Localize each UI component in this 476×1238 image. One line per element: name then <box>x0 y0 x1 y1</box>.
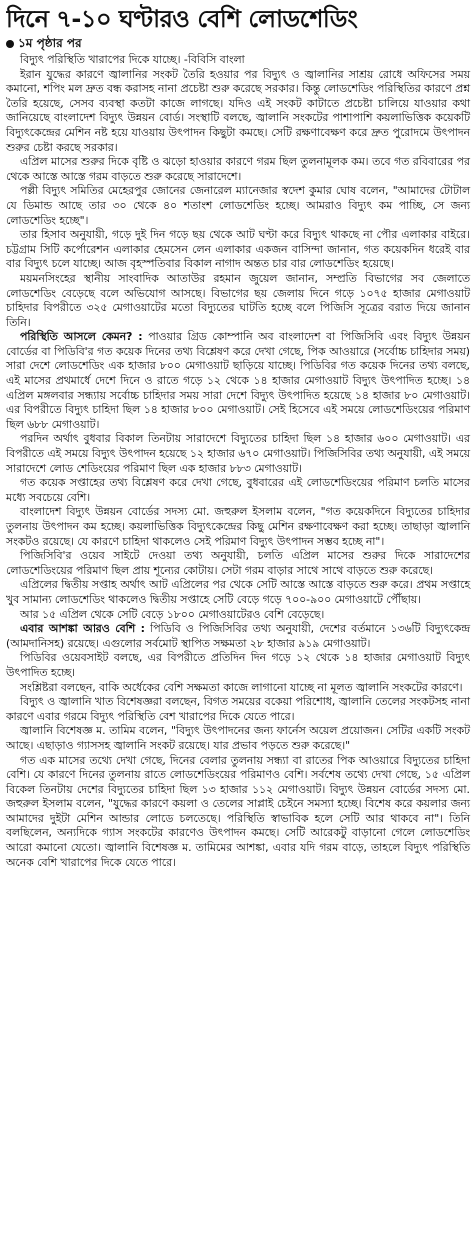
paragraph <box>6 651 470 680</box>
paragraph <box>6 754 470 871</box>
article-body <box>6 53 470 870</box>
continuation-marker <box>6 36 470 51</box>
paragraph <box>6 724 470 753</box>
paragraph-text: ময়মনসিংহের স্থানীয় সাংবাদিক আতাউর রহমান জুয়েল জানান, সম্প্রতি বিভাগের সব জেলাতে লোডশেডিং বেড়েছে বলে অভিযোগ আসছে। বিভাগের ছয় জেলায় দিনে গড়ে ১০৭৫ হাজার মেগাওয়াট চাহিদার বিপরীতে ৩২৫ মেগাওয়াটের মতো বিদ্যুতের ঘাটতি হচ্ছে বলে পিজিসি সূত্রের বরাত দিয়ে জানান তিনি। <box>6 271 470 329</box>
paragraph <box>6 505 470 549</box>
headline: দিনে ৭-১০ ঘণ্টারও বেশি লোডশেডিং <box>6 5 358 33</box>
paragraph-text: গত কয়েক সপ্তাহের তথ্য বিশ্লেষণ করে দেখা গেছে, বুধবারের এই লোডশেডিংয়ের পরিমাণ চলতি মাসের মধ্যে সবচেয়ে বেশি। <box>6 476 470 504</box>
bullet-icon <box>6 40 14 48</box>
paragraph-text: গত এক মাসের তথ্যে দেখা গেছে, দিনের বেলার তুলনায় সন্ধ্যা বা রাতের পিক আওয়ারে বিদ্যুতের চাহিদা বেশি। যে কারণে দিনের তুলনায় রাতে লোডশেডিংয়ের পরিমাণও বেশি। সর্বশেষ তথ্যে দেখা গেছে, ১৫ এপ্রিল বিকেল তিনটায় দেশের বিদ্যুতের চাহিদা ছিল ১৩ হাজার ১১২ মেগাওয়াট। বিদ্যুৎ উন্নয়ন বোর্ডের সদস্য মো. জহুরুল ইসলাম বলেন, "যুদ্ধের কারণে কয়লা ও তেলের সাপ্লাই চেইনে সমস্যা হচ্ছে। বিশেষ করে কয়লার জন্য আমাদের দুইটা মেশিন আন্ডার লোডে চলতেছে। পরিস্থিতি স্বাভাবিক হলে সেটি আর থাকবে না"। তিনি বলছিলেন, অন্যদিকে গ্যাস সংকটের কারণেও উৎপাদন কমছে। সেটি আরেকটু বাড়ানো গেলে লোডশেডিং আরো কমানো যেতো। জ্বালানি বিশেষজ্ঞ ম. তামিমের আশঙ্কা, এবার যদি গরম বাড়ে, তাহলে বিদ্যুৎ পরিস্থিতি অনেক বেশি খারাপের দিকে যেতে পারে। <box>6 753 470 869</box>
paragraph <box>6 608 470 623</box>
paragraph-lead: পরিস্থিতি আসলে কেমন? : <box>20 330 143 344</box>
paragraph <box>6 272 470 330</box>
paragraph <box>6 549 470 578</box>
paragraph-text: এপ্রিলের দ্বিতীয় সপ্তাহ অর্থাৎ আট এপ্রিলের পর থেকে সেটি আস্তে আস্তে বাড়তে শুরু করে। প্রথম সপ্তাহে খুব সামান্য লোডশেডিং থাকলেও দ্বিতীয় সপ্তাহে সেটি বেড়ে গড়ে ৭০০-৯০০ মেগাওয়াটে পৌঁছায়। <box>6 578 470 606</box>
paragraph-text: ইরান যুদ্ধের কারণে জ্বালানির সংকট তৈরি হওয়ার পর বিদ্যুৎ ও জ্বালানির সাশ্রয় রোধে অফিসের সময় কমানো, শপিং মল দ্রুত বন্ধ করাসহ নানা প্রচেষ্টা শুরু করেছে সরকার। কিন্তু লোডশেডিং পরিস্থিতির কারণে প্রশ্ন তৈরি হয়েছে, সেসব ব্যবস্থা কতটা কাজে লাগছে। যদিও এই সংকট কাটাতে প্রচেষ্টা চালিয়ে যাওয়ার কথা জানিয়েছে বাংলাদেশ বিদ্যুৎ উন্নয়ন বোর্ড। সংস্থাটি বলছে, জ্বালানি সংকটের পাশাপাশি কয়লাভিত্তিক কয়েকটি বিদ্যুৎকেন্দ্রের মেশিন নষ্ট হয়ে যাওয়ায় উৎপাদন কিছুটা কমছে। সেটি রক্ষণাবেক্ষণ করে দ্রুত পুরোদমে উৎপাদন শুরুর চেষ্টা করছে সরকার। <box>6 67 470 154</box>
paragraph-text: পিডিবি ও পিজিসিবির তথ্য অনুযায়ী, দেশের বর্তমানে ১৩৬টি বিদ্যুৎকেন্দ্র (আমদানিসহ) রয়েছে। এগুলোর সর্বমোট স্থাপিত সক্ষমতা ২৮ হাজার ৯১৯ মেগাওয়াট। <box>6 622 470 650</box>
paragraph-text: বাংলাদেশ বিদ্যুৎ উন্নয়ন বোর্ডের সদস্য মো. জহুরুল ইসলাম বলেন, "গত কয়েকদিনে বিদ্যুতের চাহিদার তুলনায় উৎপাদন কম হচ্ছে। কয়লাভিত্তিক বিদ্যুৎকেন্দ্রের কিছু মেশিন রক্ষণাবেক্ষণ করা হচ্ছে। তাছাড়া জ্বালানি সংকটও রয়েছে। যে কারণে চাহিদা থাকলেও সেই পরিমাণ বিদ্যুৎ উৎপাদন সম্ভব হচ্ছে না"। <box>6 505 470 548</box>
paragraph-text: তার হিসাব অনুযায়ী, গড়ে দুই দিন গড়ে ছয় থেকে আট ঘণ্টা করে বিদ্যুৎ থাকছে না পৌর এলাকার বাইরে। চট্টগ্রাম সিটি কর্পোরেশন এলাকার হেমসেন লেন এলাকার একজন বাসিন্দা জানান, গত কয়েকদিন ধরেই বার বার বিদ্যুৎ চলে যাচ্ছে। আজ বৃহস্পতিবার বিকাল নাগাদ অন্তত চার বার লোডশেডিং হয়েছে। <box>6 228 470 271</box>
paragraph-text: বিদ্যুৎ পরিস্থিতি খারাপের দিকে যাচ্ছে। -বিবিসি বাংলা <box>20 53 245 66</box>
paragraph <box>6 578 470 607</box>
paragraph <box>6 228 470 272</box>
paragraph-lead: এবার আশঙ্কা আরও বেশি : <box>20 622 145 636</box>
paragraph-text: জ্বালানি বিশেষজ্ঞ ম. তামিম বলেন, "বিদ্যুৎ উৎপাদনের জন্য ফার্নেস অয়েল প্রয়োজন। সেটির একটি সংকট আছে। এছাড়াও গ্যাসসহ জ্বালানি সংকট রয়েছে। যার প্রভাব পড়তে শুরু করেছে।" <box>6 724 470 752</box>
paragraph-text: পল্লী বিদ্যুৎ সমিতির মেহেরপুর জোনের জেনারেল ম্যানেজার স্বদেশ কুমার ঘোষ বলেন, "আমাদের টোটাল যে ডিমান্ড আছে তার ৩০ থেকে ৪০ শতাংশ লোডশেডিং হচ্ছে। আমরাও বিদ্যুৎ কম পাচ্ছি, সে জন্য লোডশেডিং হচ্ছে"। <box>6 184 470 227</box>
paragraph <box>6 681 470 696</box>
paragraph <box>6 476 470 505</box>
paragraph <box>6 155 470 184</box>
paragraph <box>6 330 470 432</box>
paragraph-text: পিজিসিবি'র ওয়েব সাইটে দেওয়া তথ্য অনুযায়ী, চলতি এপ্রিল মাসের শুরুর দিকে সারাদেশের লোডশেডিংয়ের পরিমাণ ছিল প্রায় শূন্যের কোটায়। সেটা গরম বাড়ার সাথে সাথে বাড়তে শুরু করেছে। <box>6 549 470 577</box>
paragraph-text: আর ১৫ এপ্রিল থেকে সেটি বেড়ে ১৮০০ মেগাওয়াটেরও বেশি বেড়েছে। <box>20 607 325 621</box>
paragraph-text: এপ্রিল মাসের শুরুর দিকে বৃষ্টি ও ঝড়ো হাওয়ার কারণে গরম ছিল তুলনামূলক কম। তবে গত রবিবারের পর থেকে আস্তে আস্তে গরম বাড়তে শুরু করেছে সারাদেশে। <box>6 155 470 183</box>
paragraph <box>6 68 470 156</box>
paragraph-text: পাওয়ার গ্রিড কোম্পানি অব বাংলাদেশ বা পিজিসিবি এবং বিদ্যুৎ উন্নয়ন বোর্ডের বা পিডিবি'র গত কয়েক দিনের তথ্য বিশ্লেষণ করে দেখা গেছে, পিক আওয়ারে (সর্বোচ্চ চাহিদার সময়) সারা দেশে লোডশেডিং এক হাজার ৮০০ মেগাওয়াট ছাড়িয়ে যাচ্ছে। পিডিবির গত কয়েক দিনের তথ্য বলছে, এই মাসের প্রথমার্ধে দেশে দিনে ও রাতে গড়ে ১২ থেকে ১৪ হাজার মেগাওয়াট বিদ্যুৎ উৎপাদিত হচ্ছে। ১৪ এপ্রিল মঙ্গলবার সন্ধ্যায় সর্বোচ্চ চাহিদার সময় সারা দেশে বিদ্যুৎ উৎপাদিত হয়েছে ১৪ হাজার ৮০ মেগাওয়াট। এর বিপরীতে বিদ্যুৎ চাহিদা ছিল ১৪ হাজার ৮০০ মেগাওয়াট। সেই হিসেবে এই সময়ে লোডশেডিংয়ের পরিমাণ ছিল ৬৮৮ মেগাওয়াট। <box>6 330 470 431</box>
paragraph <box>6 695 470 724</box>
paragraph-text: সংশ্লিষ্টরা বলছেন, বাকি অর্ধেকের বেশি সক্ষমতা কাজে লাগানো যাচ্ছে না মূলত জ্বালানি সংকটের কারণে। <box>20 680 463 694</box>
paragraph <box>6 622 470 651</box>
paragraph <box>6 53 470 68</box>
paragraph-text: পরদিন অর্থাৎ বুধবার বিকাল তিনটায় সারাদেশে বিদ্যুতের চাহিদা ছিল ১৪ হাজার ৬০০ মেগাওয়াট। এর বিপরীতে এই সময়ে বিদ্যুৎ উৎপাদন হয়েছে ১২ হাজার ৬৭০ মেগাওয়াট। পিজিসিবির তথ্য অনুযায়ী, এই সময়ে সারাদেশে লোড শেডিংয়ের পরিমাণ ছিল এক হাজার ৮৮৩ মেগাওয়াট। <box>6 432 470 475</box>
paragraph <box>6 432 470 476</box>
paragraph-text: পিডিবির ওয়েবসাইট বলছে, এর বিপরীতে প্রতিদিন দিন গড়ে ১২ থেকে ১৪ হাজার মেগাওয়াট বিদ্যুৎ উৎপাদিত হচ্ছে। <box>6 651 470 679</box>
paragraph-text: বিদ্যুৎ ও জ্বালানি খাত বিশেষজ্ঞরা বলছেন, বিগত সময়ের বকেয়া পরিশোধ, জ্বালানি তেলের সংকটসহ নানা কারণে এবার গরমে বিদ্যুৎ পরিস্থিতি বেশ খারাপের দিকে যেতে পারে। <box>6 695 470 723</box>
paragraph <box>6 184 470 228</box>
continuation-label: ১ম পৃষ্ঠার পর <box>18 36 82 50</box>
